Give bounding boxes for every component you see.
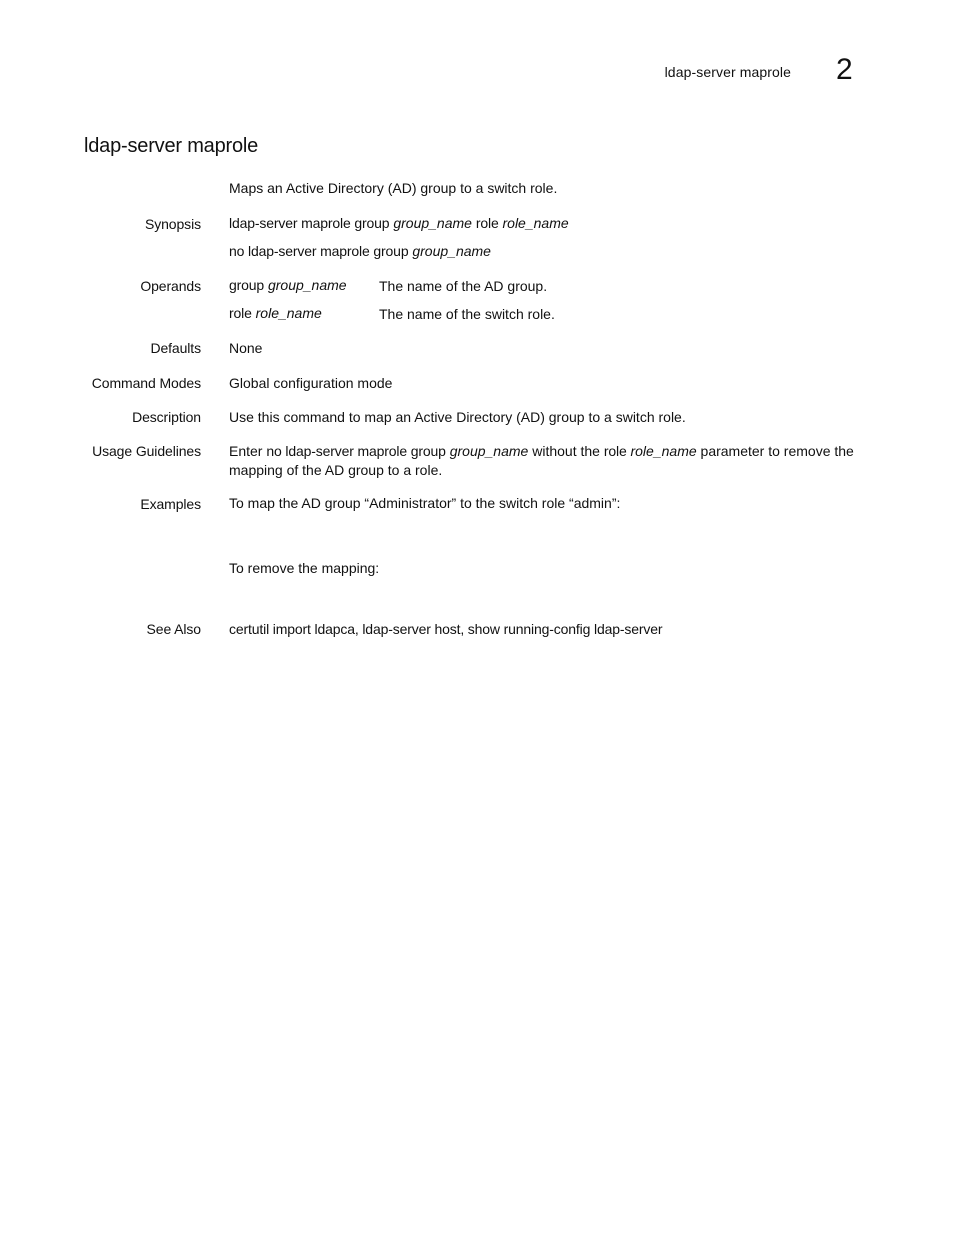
- page-title: ldap-server maprole: [84, 135, 259, 157]
- synopsis-no-command: no ldap-server maprole group: [229, 243, 409, 259]
- running-header-title: ldap-server maprole: [664, 64, 791, 80]
- defaults-text: None: [229, 340, 263, 356]
- operand-group-term: [229, 276, 374, 295]
- label-see-also: See Also: [146, 621, 201, 637]
- operand-keyword: role: [229, 305, 252, 321]
- example-1-text: To map the AD group “Administrator” to the switch role “admin”:: [229, 495, 621, 511]
- see-also-links: certutil import ldapca, ldap-server host, show running-config ldap-server: [229, 621, 663, 637]
- label-command-modes: Command Modes: [91, 375, 201, 391]
- label-operands: Operands: [140, 278, 201, 294]
- synopsis-arg-role: role_name: [502, 215, 569, 231]
- synopsis-command: ldap-server maprole group: [229, 215, 390, 231]
- operand-arg: group_name: [267, 277, 347, 293]
- usage-keyword-role: role: [603, 443, 627, 459]
- usage-text-3: parameter to remove the mapping of the AD group to a role.: [229, 443, 854, 478]
- description-text: Use this command to map an Active Directory (AD) group to a switch role.: [229, 409, 686, 425]
- example-2-text: To remove the mapping:: [229, 560, 380, 576]
- intro-text: Maps an Active Directory (AD) group to a switch role.: [229, 180, 558, 196]
- operand-role-desc: The name of the switch role.: [379, 306, 555, 322]
- usage-text-1: Enter: [229, 443, 263, 459]
- operand-keyword: group: [229, 277, 265, 293]
- synopsis-arg-group: group_name: [393, 215, 472, 231]
- synopsis-line-1: [229, 214, 874, 233]
- label-description: Description: [132, 409, 201, 425]
- label-usage-guidelines: Usage Guidelines: [92, 443, 201, 459]
- synopsis-no-arg-group: group_name: [412, 243, 491, 259]
- usage-command: no ldap-server maprole group: [266, 443, 446, 459]
- usage-guidelines-text: [229, 442, 874, 480]
- chapter-number: 2: [836, 53, 853, 86]
- usage-text-2: without the: [532, 443, 600, 459]
- synopsis-line-2: [229, 242, 874, 261]
- usage-arg-role: role_name: [630, 443, 697, 459]
- label-synopsis: Synopsis: [144, 216, 201, 232]
- usage-arg-group: group_name: [449, 443, 529, 459]
- operand-arg: role_name: [255, 305, 322, 321]
- synopsis-keyword-role: role: [475, 215, 499, 231]
- operand-role-term: [229, 304, 374, 323]
- label-defaults: Defaults: [150, 340, 201, 356]
- label-examples: Examples: [140, 496, 201, 512]
- operand-group-desc: The name of the AD group.: [379, 278, 548, 294]
- command-modes-text: Global configuration mode: [229, 375, 393, 391]
